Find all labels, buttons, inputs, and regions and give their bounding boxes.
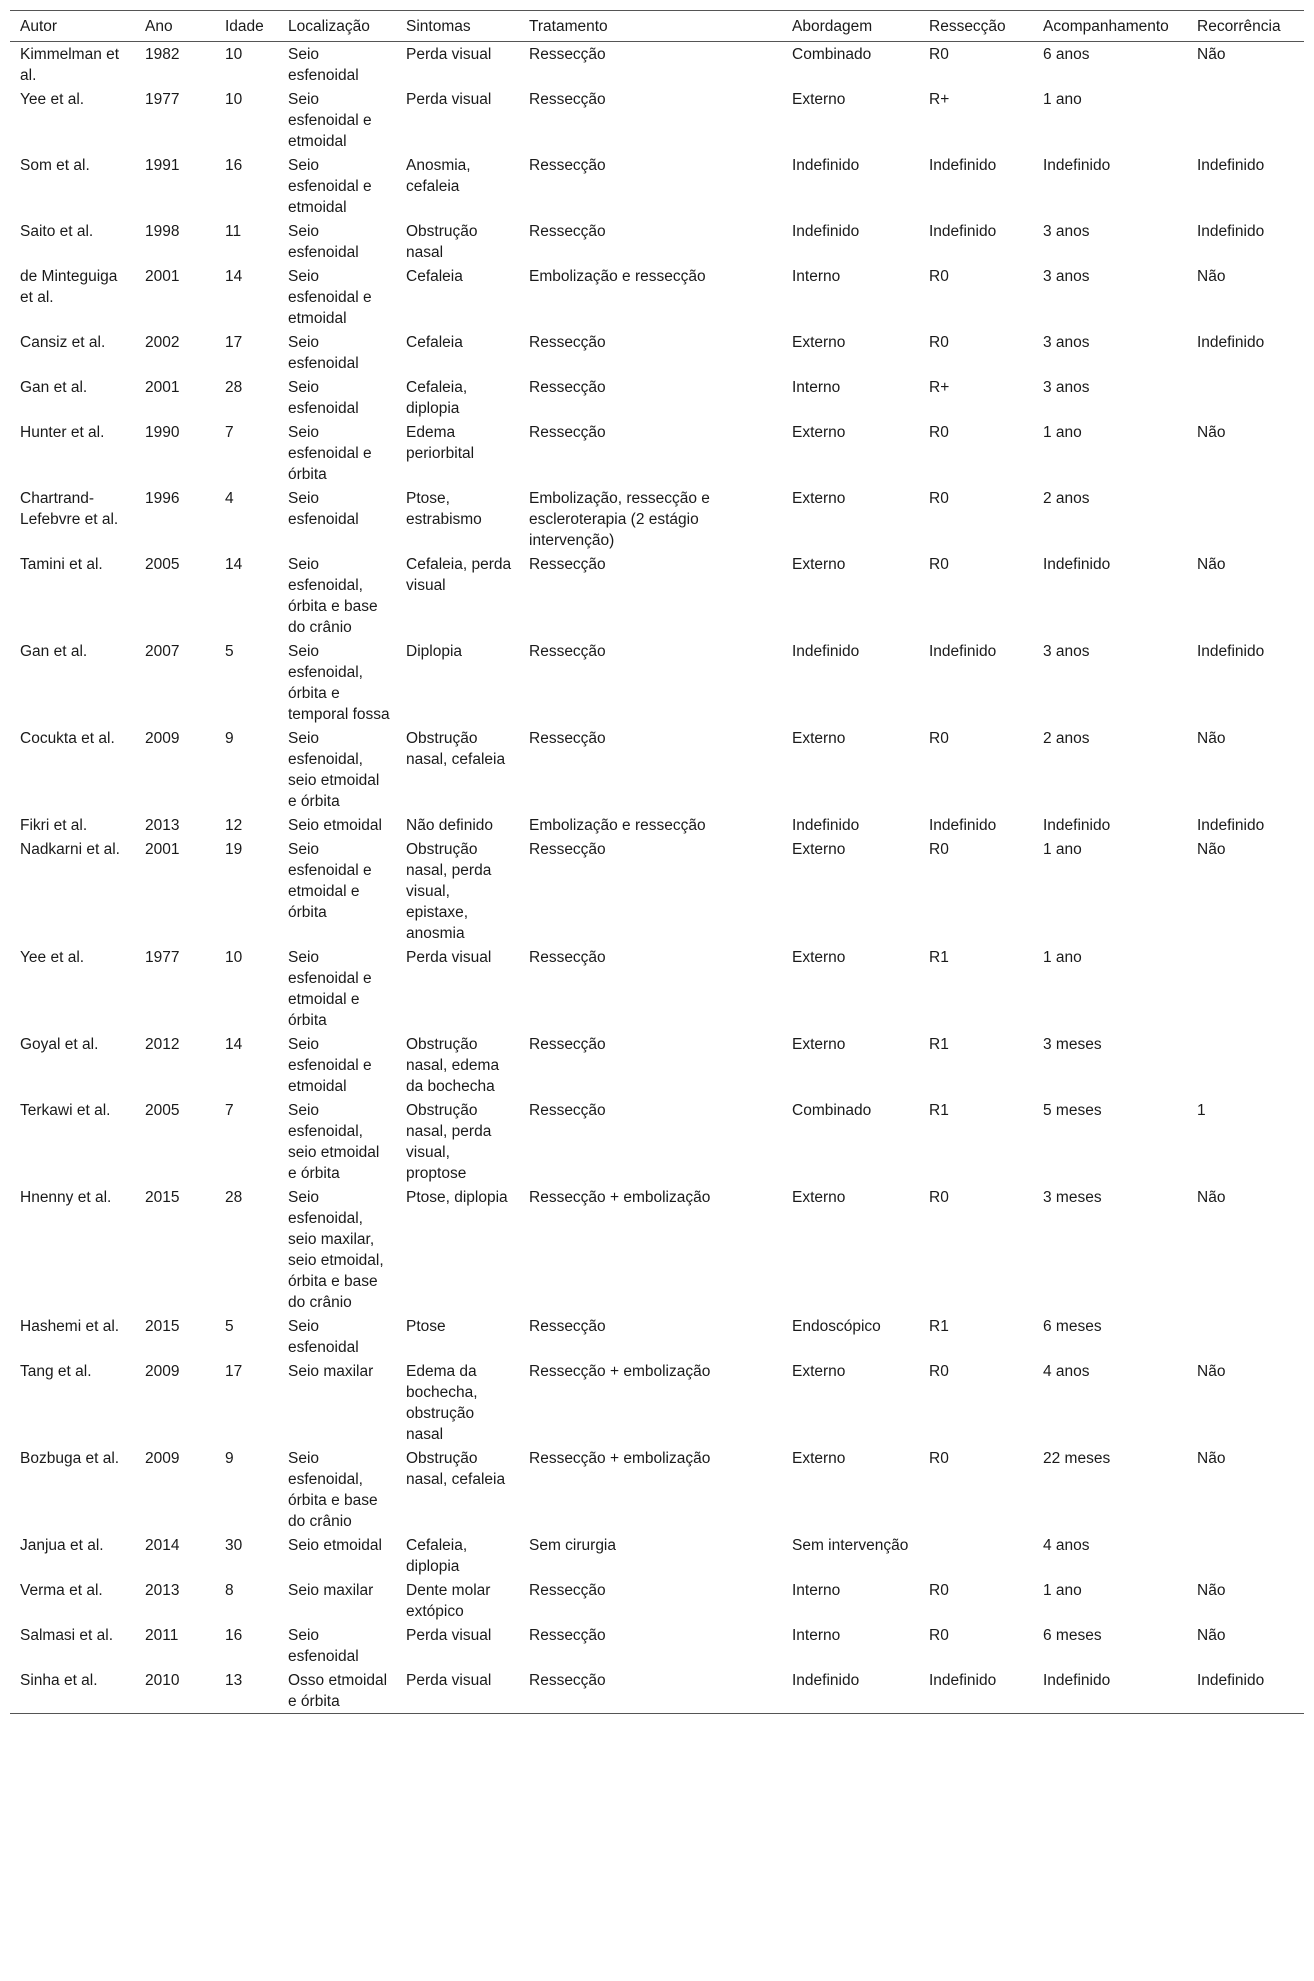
cell-abordagem: Indefinido [782,1668,919,1714]
cell-abordagem: Combinado [792,46,872,63]
cell-sintomas: Obstrução nasal, cefaleia [406,1450,506,1488]
cell-idade: 16 [225,157,243,174]
cell-resseccao: Indefinido [919,1668,1033,1714]
cell-autor: Yee et al. [20,91,85,108]
cell-acompanhamento: 1 ano [1043,841,1082,858]
cell-recorrencia: Indefinido [1197,223,1265,240]
cell-sintomas: Cefaleia, diplopia [406,1537,468,1575]
cell-acompanhamento: 1 ano [1043,424,1082,441]
cell-idade: 7 [225,424,234,441]
cell-ano: 2007 [145,643,180,660]
cell-localizacao: Seio esfenoidal, órbita e temporal fossa [288,643,390,723]
table-row [10,552,1304,639]
cell-sintomas: Perda visual [396,1668,519,1714]
cell-tratamento: Ressecção [529,46,606,63]
cell-ano: 2012 [145,1036,180,1053]
cell-idade: 10 [225,949,243,966]
cell-localizacao: Seio esfenoidal e etmoidal [288,1036,372,1095]
table-row [10,1032,1304,1098]
cell-tratamento: Ressecção [529,841,606,858]
cell-idade: 5 [225,1318,234,1335]
cell-tratamento: Ressecção [529,643,606,660]
cell-resseccao: R1 [929,1318,949,1335]
cell-recorrencia: Indefinido [1197,817,1265,834]
cell-recorrencia: Não [1197,1189,1226,1206]
cell-ano: 2015 [145,1318,180,1335]
table-row [10,1668,1304,1714]
cell-acompanhamento: 6 meses [1043,1627,1102,1644]
cell-acompanhamento: 4 anos [1043,1537,1090,1554]
cell-localizacao: Seio maxilar [288,1363,374,1380]
cell-acompanhamento: 6 meses [1043,1318,1102,1335]
cell-localizacao: Osso etmoidal e órbita [278,1668,396,1714]
cell-idade: 19 [225,841,243,858]
cell-idade: 10 [225,46,243,63]
cell-resseccao: R0 [929,730,949,747]
cell-resseccao: R0 [929,841,949,858]
cell-autor: Kimmelman et al. [20,46,120,84]
cell-sintomas: Cefaleia [406,334,463,351]
cell-autor: Tamini et al. [20,556,103,573]
cell-tratamento: Embolização e ressecção [529,268,706,285]
cell-autor: Bozbuga et al. [20,1450,120,1467]
cell-autor: Cansiz et al. [20,334,106,351]
cell-ano: 1998 [145,223,180,240]
cell-autor: Saito et al. [20,223,94,240]
header-recorrencia: Recorrência [1187,11,1304,42]
table-row [10,1098,1304,1185]
cell-recorrencia: Não [1197,1627,1226,1644]
cell-sintomas: Obstrução nasal, edema da bochecha [406,1036,500,1095]
table-body [10,42,1304,1714]
cell-acompanhamento: 2 anos [1043,730,1090,747]
cell-ano: 2005 [145,556,180,573]
cell-acompanhamento: Indefinido [1043,817,1111,834]
header-acompanhamento: Acompanhamento [1033,11,1187,42]
cell-autor: Som et al. [20,157,90,174]
cell-recorrencia [1187,87,1304,153]
cell-acompanhamento: Indefinido [1033,1668,1187,1714]
cell-recorrencia: Não [1197,1582,1226,1599]
cell-ano: 2013 [145,1582,180,1599]
cell-sintomas: Perda visual [406,949,492,966]
cell-abordagem: Externo [792,1450,846,1467]
cell-acompanhamento: 1 ano [1043,949,1082,966]
cell-autor: Hunter et al. [20,424,105,441]
cell-acompanhamento: 3 meses [1043,1189,1102,1206]
cell-tratamento: Ressecção [529,1036,606,1053]
cell-idade: 10 [225,91,243,108]
cell-localizacao: Seio esfenoidal, órbita e base do crânio [288,1450,378,1530]
table-row [10,153,1304,219]
cell-resseccao: R0 [929,490,949,507]
cell-resseccao: R1 [929,1102,949,1119]
table-row [10,1314,1304,1359]
cell-acompanhamento: 3 anos [1043,223,1090,240]
cell-acompanhamento: 1 ano [1043,1582,1082,1599]
cell-autor: Tang et al. [20,1363,92,1380]
cell-abordagem: Interno [792,1582,841,1599]
cell-recorrencia: Não [1197,1450,1226,1467]
cell-ano: 1982 [145,46,180,63]
cell-abordagem: Externo [792,91,846,108]
cell-ano: 1977 [145,949,180,966]
cell-localizacao: Seio esfenoidal [288,1627,359,1665]
cell-localizacao: Seio esfenoidal [288,490,359,528]
cell-ano: 1991 [145,157,180,174]
cell-recorrencia: Não [1197,46,1226,63]
cell-recorrencia [1187,375,1304,420]
table-row [10,1578,1304,1623]
cell-resseccao: Indefinido [929,643,997,660]
cell-recorrencia: Indefinido [1197,157,1265,174]
cell-localizacao: Seio esfenoidal [288,1318,359,1356]
table-row [10,1446,1304,1533]
header-sintomas: Sintomas [396,11,519,42]
table-row [10,639,1304,726]
cell-ano: 1990 [145,424,180,441]
cell-recorrencia: Indefinido [1187,1668,1304,1714]
cell-resseccao: Indefinido [929,817,997,834]
table-row [10,1359,1304,1446]
cell-sintomas: Perda visual [406,1627,492,1644]
cell-acompanhamento: 3 anos [1043,379,1090,396]
cell-acompanhamento: 1 ano [1043,91,1082,108]
cell-tratamento: Sem cirurgia [529,1537,616,1554]
table-row [10,813,1304,837]
cell-localizacao: Seio esfenoidal, seio etmoidal e órbita [288,1102,380,1182]
cell-resseccao: R0 [929,556,949,573]
cell-recorrencia: Não [1197,556,1226,573]
cell-tratamento: Ressecção [529,223,606,240]
cell-ano: 2009 [145,730,180,747]
cell-autor: Gan et al. [20,643,88,660]
table-row [10,375,1304,420]
cell-recorrencia [1187,1314,1304,1359]
cell-abordagem: Externo [792,730,846,747]
cell-abordagem: Externo [792,1363,846,1380]
cell-tratamento: Ressecção + embolização [529,1450,711,1467]
header-row [10,11,1304,42]
cell-sintomas: Cefaleia [406,268,463,285]
cell-localizacao: Seio esfenoidal, seio etmoidal e órbita [288,730,380,810]
cell-tratamento: Ressecção + embolização [529,1363,711,1380]
cell-autor: Yee et al. [20,949,85,966]
cell-autor: Gan et al. [20,379,88,396]
cell-localizacao: Seio esfenoidal e órbita [288,424,372,483]
header-abordagem: Abordagem [782,11,919,42]
cell-resseccao: R0 [929,1582,949,1599]
cell-localizacao: Seio esfenoidal [288,223,359,261]
cell-sintomas: Obstrução nasal, cefaleia [406,730,506,768]
cell-ano: 1996 [145,490,180,507]
table-row [10,945,1304,1032]
cell-ano: 2005 [145,1102,180,1119]
cell-recorrencia: Não [1197,1363,1226,1380]
cell-recorrencia [1187,486,1304,552]
header-resseccao: Ressecção [919,11,1033,42]
cell-ano: 2001 [145,268,180,285]
cell-tratamento: Ressecção [529,91,606,108]
cell-idade: 4 [225,490,234,507]
cell-idade: 28 [225,1189,243,1206]
cell-sintomas: Obstrução nasal [406,223,478,261]
cell-recorrencia [1187,1032,1304,1098]
cell-autor: Salmasi et al. [20,1627,114,1644]
cell-tratamento: Embolização e ressecção [529,817,706,834]
cell-abordagem: Externo [792,841,846,858]
table-row [10,264,1304,330]
cell-acompanhamento: 22 meses [1043,1450,1111,1467]
cell-tratamento: Ressecção + embolização [529,1189,711,1206]
cell-idade: 30 [225,1537,243,1554]
table-row [10,1623,1304,1668]
table-row [10,1185,1304,1314]
cell-sintomas: Ptose [406,1318,446,1335]
cell-sintomas: Anosmia, cefaleia [406,157,471,195]
cell-abordagem: Indefinido [792,157,860,174]
cell-sintomas: Não definido [406,817,494,834]
cell-tratamento: Ressecção [529,556,606,573]
cell-resseccao: R0 [929,334,949,351]
cell-autor: Cocukta et al. [20,730,115,747]
cell-abordagem: Interno [792,379,841,396]
cell-localizacao: Seio etmoidal [288,1537,382,1554]
table-row [10,420,1304,486]
cell-tratamento: Ressecção [529,1627,606,1644]
cell-tratamento: Ressecção [529,730,606,747]
cell-resseccao: R+ [929,91,950,108]
cell-idade: 16 [225,1627,243,1644]
header-autor: Autor [10,11,135,42]
cell-tratamento: Ressecção [529,334,606,351]
cell-tratamento: Embolização, ressecção e escleroterapia (2 estágio intervenção) [529,490,710,549]
header-tratamento: Tratamento [519,11,782,42]
cell-sintomas: Diplopia [406,643,463,660]
cell-resseccao: R1 [929,1036,949,1053]
cell-tratamento: Ressecção [529,949,606,966]
cell-localizacao: Seio esfenoidal [288,379,359,417]
cell-localizacao: Seio esfenoidal [288,46,359,84]
cell-tratamento: Ressecção [519,1668,782,1714]
cell-localizacao: Seio esfenoidal e etmoidal e órbita [288,949,372,1029]
table-row [10,42,1304,88]
cell-ano: 1977 [145,91,180,108]
cell-idade: 17 [225,334,243,351]
cell-idade: 14 [225,1036,243,1053]
cell-resseccao: Indefinido [929,223,997,240]
cell-tratamento: Ressecção [529,1318,606,1335]
table-row [10,219,1304,264]
cell-sintomas: Obstrução nasal, perda visual, proptose [406,1102,492,1182]
cell-sintomas: Cefaleia, perda visual [406,556,512,594]
cell-localizacao: Seio esfenoidal e etmoidal e órbita [288,841,372,921]
cell-autor: de Minteguiga et al. [20,268,118,306]
cell-autor: Terkawi et al. [20,1102,111,1119]
cell-recorrencia: Não [1197,268,1226,285]
cell-abordagem: Indefinido [792,223,860,240]
cell-sintomas: Edema periorbital [406,424,475,462]
cell-idade: 5 [225,643,234,660]
header-localizacao: Localização [278,11,396,42]
cell-ano: 2001 [145,841,180,858]
cell-acompanhamento: 5 meses [1043,1102,1102,1119]
cell-ano: 2001 [145,379,180,396]
cell-abordagem: Externo [792,1189,846,1206]
table-row [10,330,1304,375]
cell-localizacao: Seio etmoidal [288,817,382,834]
table-row [10,486,1304,552]
cell-resseccao: R0 [929,268,949,285]
cell-resseccao [919,1533,1033,1578]
cell-sintomas: Perda visual [406,91,492,108]
cell-sintomas: Ptose, estrabismo [406,490,482,528]
cell-tratamento: Ressecção [529,157,606,174]
cell-sintomas: Ptose, diplopia [406,1189,508,1206]
cell-autor: Hnenny et al. [20,1189,112,1206]
cell-recorrencia: Não [1197,730,1226,747]
cell-idade: 14 [225,268,243,285]
cell-ano: 2002 [145,334,180,351]
cell-idade: 9 [225,1450,234,1467]
cell-abordagem: Externo [792,334,846,351]
cell-recorrencia: Indefinido [1197,334,1265,351]
cell-resseccao: Indefinido [929,157,997,174]
cell-abordagem: Indefinido [792,643,860,660]
cell-recorrencia: Não [1197,424,1226,441]
cell-autor: Nadkarni et al. [20,841,120,858]
cell-ano: 2013 [145,817,180,834]
cell-idade: 9 [225,730,234,747]
cell-recorrencia: Indefinido [1197,643,1265,660]
cell-localizacao: Seio esfenoidal e etmoidal [288,268,372,327]
cell-autor: Goyal et al. [20,1036,99,1053]
cell-idade: 8 [225,1582,234,1599]
cell-ano: 2010 [135,1668,215,1714]
cell-resseccao: R+ [929,379,950,396]
cell-abordagem: Endoscópico [792,1318,881,1335]
cell-idade: 14 [225,556,243,573]
table-row [10,87,1304,153]
cell-sintomas: Cefaleia, diplopia [406,379,468,417]
cell-localizacao: Seio esfenoidal e etmoidal [288,157,372,216]
header-idade: Idade [215,11,278,42]
cell-ano: 2009 [145,1450,180,1467]
cell-acompanhamento: Indefinido [1043,157,1111,174]
cell-tratamento: Ressecção [529,379,606,396]
cell-abordagem: Externo [792,1036,846,1053]
cell-localizacao: Seio esfenoidal e etmoidal [288,91,372,150]
cell-ano: 2011 [145,1627,179,1644]
cell-tratamento: Ressecção [529,1582,606,1599]
cell-abordagem: Sem intervenção [792,1537,909,1554]
cell-acompanhamento: 4 anos [1043,1363,1090,1380]
table-row [10,837,1304,945]
cell-tratamento: Ressecção [529,424,606,441]
cell-resseccao: R0 [929,46,949,63]
cell-autor: Janjua et al. [20,1537,104,1554]
cell-ano: 2014 [145,1537,180,1554]
cell-acompanhamento: 3 anos [1043,643,1090,660]
cell-recorrencia [1187,1533,1304,1578]
cell-ano: 2009 [145,1363,180,1380]
cell-acompanhamento: 3 anos [1043,334,1090,351]
cell-abordagem: Indefinido [792,817,860,834]
cell-localizacao: Seio maxilar [288,1582,374,1599]
cell-abordagem: Externo [792,556,846,573]
cell-acompanhamento: 6 anos [1043,46,1090,63]
cell-resseccao: R0 [929,1363,949,1380]
literature-table [10,10,1304,1714]
cell-localizacao: Seio esfenoidal [288,334,359,372]
cell-autor: Chartrand-Lefebvre et al. [20,490,119,528]
cell-autor: Hashemi et al. [20,1318,120,1335]
cell-recorrencia: Não [1197,841,1226,858]
header-ano: Ano [135,11,215,42]
cell-sintomas: Perda visual [406,46,492,63]
cell-idade: 28 [225,379,243,396]
cell-acompanhamento: 3 meses [1043,1036,1102,1053]
cell-acompanhamento: Indefinido [1043,556,1111,573]
cell-recorrencia: 1 [1197,1102,1206,1119]
cell-idade: 13 [215,1668,278,1714]
cell-resseccao: R0 [929,1189,949,1206]
cell-tratamento: Ressecção [529,1102,606,1119]
cell-idade: 12 [225,817,243,834]
cell-recorrencia [1187,945,1304,1032]
cell-resseccao: R0 [929,1450,949,1467]
cell-idade: 7 [225,1102,234,1119]
cell-abordagem: Combinado [792,1102,872,1119]
cell-abordagem: Externo [792,490,846,507]
cell-sintomas: Obstrução nasal, perda visual, epistaxe, anosmia [406,841,492,942]
table-row [10,726,1304,813]
cell-sintomas: Edema da bochecha, obstrução nasal [406,1363,478,1443]
cell-ano: 2015 [145,1189,180,1206]
table-row [10,1533,1304,1578]
cell-idade: 17 [225,1363,243,1380]
cell-acompanhamento: 3 anos [1043,268,1090,285]
cell-autor: Fikri et al. [20,817,88,834]
cell-acompanhamento: 2 anos [1043,490,1090,507]
cell-idade: 11 [225,223,242,240]
cell-abordagem: Externo [792,949,846,966]
cell-resseccao: R0 [929,1627,949,1644]
cell-resseccao: R0 [929,424,949,441]
cell-localizacao: Seio esfenoidal, seio maxilar, seio etmoidal, órbita e base do crânio [288,1189,384,1311]
cell-abordagem: Externo [792,424,846,441]
cell-localizacao: Seio esfenoidal, órbita e base do crânio [288,556,378,636]
cell-sintomas: Dente molar extópico [406,1582,491,1620]
cell-resseccao: R1 [929,949,949,966]
cell-abordagem: Interno [792,1627,841,1644]
cell-abordagem: Interno [792,268,841,285]
cell-autor: Verma et al. [20,1582,103,1599]
cell-autor: Sinha et al. [10,1668,135,1714]
